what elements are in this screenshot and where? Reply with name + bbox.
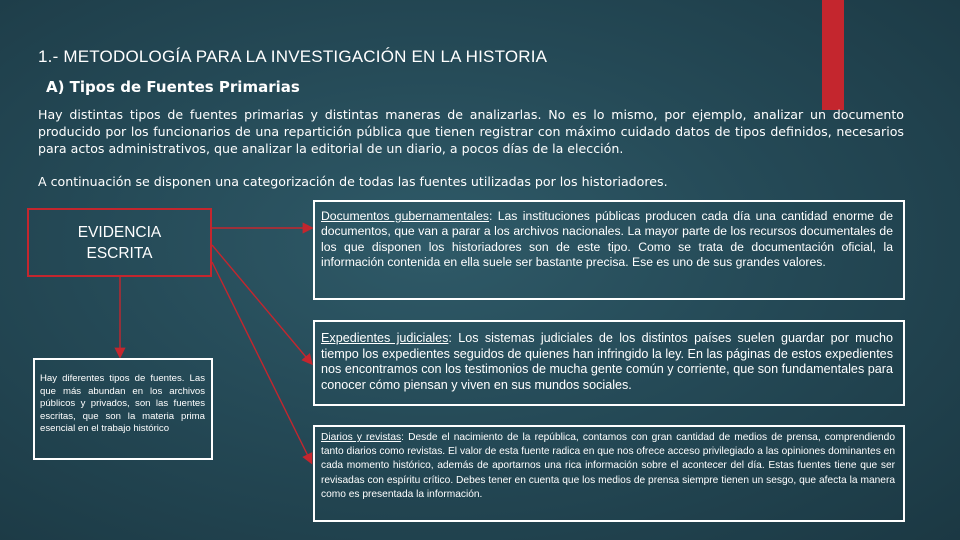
intro-paragraph: Hay distintas tipos de fuentes primarias y distintas maneras de analizarlas. No es lo mismo, por ejemplo, analizar un documento producido por los funcionarios de una repartición pública que tienen registrar con máximo cuidado datos de tipos definidos, necesarios para actos administrativos, que analizar la editorial de un diario, a pocos días de la elección. (38, 107, 904, 156)
page-title: 1.- METODOLOGÍA PARA LA INVESTIGACIÓN EN LA HISTORIA (38, 47, 548, 66)
evidencia-escrita-label: EVIDENCIA ESCRITA (77, 223, 162, 262)
card-term: Diarios y revistas (321, 432, 402, 443)
section-subtitle: A) Tipos de Fuentes Primarias (46, 78, 300, 96)
connector-to-expedientes (212, 245, 311, 363)
evidencia-escrita-box (27, 208, 212, 277)
card-text: : Las instituciones públicas producen cada día una cantidad enorme de documentos, que van a parar a los archivos nacionales. La mayor parte de los recursos documentales de los que disponen los historiadores son de este tipo. Como se trata de documentación oficial, la información contenida en ella suele ser bastante precisa. Ese es uno de sus grandes valores. (321, 209, 894, 270)
connector-to-diarios (212, 262, 311, 462)
card-text: : Los sistemas judiciales de los distintos países suelen guardar por mucho tiempo los expedientes seguidos de quienes han infringido la ley. En las páginas de estos expedientes nos encontramos con los testimonios de mucha gente común y corriente, que son fundamentales para conocer cómo piensan y viven en sus mundos sociales. (321, 331, 893, 392)
card-term: Documentos gubernamentales (321, 209, 489, 223)
evidencia-description-box: Hay diferentes tipos de fuentes. Las que más abundan en los archivos públicos y privados, son las fuentes escritas, que son la materia prima esencial en el trabajo histórico (33, 358, 213, 460)
card-expedientes-judiciales (313, 320, 905, 406)
categorization-sentence: A continuación se disponen una categorización de todas las fuentes utilizadas por los historiadores. (38, 174, 668, 189)
card-documentos-gubernamentales (313, 200, 905, 300)
card-term: Expedientes judiciales (321, 331, 449, 345)
card-diarios-revistas (313, 425, 905, 522)
card-text: : Desde el nacimiento de la república, contamos con gran cantidad de medios de prensa, comprendiendo tanto diarios como revistas. El valor de esta fuente radica en que nos ofrece acceso privilegiado a las opiniones dominantes en cada momento histórico, además de aportarnos una rica información sobre el acontecer del día. Estas fuentes tiene que ser revisadas con espíritu crítico. Debes tener en cuenta que los medios de prensa siempre tienen un sesgo, que afecta la manera como es presentada la información. (321, 432, 896, 500)
